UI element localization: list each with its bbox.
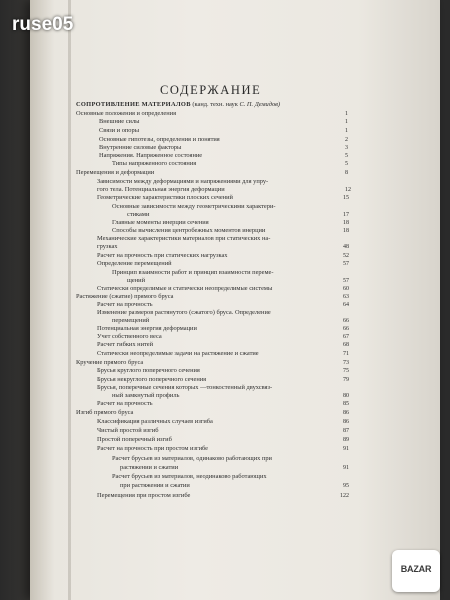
toc-entry: Расчет брусьев из материалов, неодинаково работающих <box>112 473 267 480</box>
toc-entry: Чистый простой изгиб <box>97 427 159 434</box>
toc-entry: Напряжения. Напряженное состояние <box>99 152 203 159</box>
toc-entry: Геометрические характеристики плоских сечений <box>97 194 233 201</box>
toc-entry: Изменение размеров растянутого (сжатого) бруса. Определение <box>97 309 271 316</box>
toc-page-number: 60 <box>343 286 349 292</box>
toc-entry: Изгиб прямого бруса <box>76 409 134 416</box>
toc-entry: Классификация различных случаев изгиба <box>97 418 213 425</box>
toc-entry: Зависимости между деформациями и напряжениями для упру- <box>97 178 269 185</box>
toc-page-number: 5 <box>345 153 348 159</box>
toc-page-number: 73 <box>343 360 349 366</box>
toc-entry: ный замкнутый профиль <box>112 392 180 399</box>
toc-entry: Статически определимые и статически неопределимые системы <box>97 285 273 292</box>
toc-page-number: 17 <box>343 212 349 218</box>
toc-entry: Перемещения при простом изгибе <box>97 492 191 499</box>
toc-entry: Брусья некруглого поперечного сечения <box>97 376 207 383</box>
toc-page-number: 1 <box>345 128 348 134</box>
toc-page-number: 18 <box>343 220 349 226</box>
toc-page-number: 63 <box>343 294 349 300</box>
bazar-badge <box>392 550 440 592</box>
toc-entry: при растяжении и сжатии <box>120 482 190 489</box>
toc-page-number: 79 <box>343 377 349 383</box>
toc-page-number: 1 <box>345 119 348 125</box>
toc-entry: Внутренние силовые факторы <box>99 144 182 151</box>
toc-page-number: 122 <box>340 493 349 499</box>
page-binding-shadow <box>68 0 71 600</box>
toc-page-number: 86 <box>343 419 349 425</box>
section-title-row <box>76 101 280 109</box>
toc-page-number: 91 <box>343 446 349 452</box>
toc-entry: Расчет гибких нитей <box>97 341 154 348</box>
toc-entry: Простой поперечный изгиб <box>97 436 172 443</box>
toc-page-number: 89 <box>343 437 349 443</box>
toc-page-number: 5 <box>345 161 348 167</box>
toc-page-number: 57 <box>343 278 349 284</box>
toc-entry: Расчет брусьев из материалов, одинаково работающих при <box>112 455 272 462</box>
toc-entry: Механические характеристики материалов при статических на- <box>97 235 271 242</box>
toc-entry: Способы вычисления центробежных моментов инерции <box>112 227 266 234</box>
section-author-name: С. П. Демидов) <box>239 101 281 108</box>
toc-entry: Типы напряженного состояния <box>112 160 197 167</box>
toc-entry: Растяжение (сжатие) прямого бруса <box>76 293 174 300</box>
toc-page-number: 68 <box>343 342 349 348</box>
toc-page-number: 18 <box>343 228 349 234</box>
toc-page-number: 1 <box>345 111 348 117</box>
toc-entry: грузках <box>97 243 118 250</box>
toc-entry: перемещений <box>112 317 150 324</box>
toc-entry: Определение перемещений <box>97 260 172 267</box>
toc-entry: гого тела. Потенциальная энергия деформации <box>97 186 225 193</box>
toc-page-number: 66 <box>343 326 349 332</box>
toc-page-number: 64 <box>343 302 349 308</box>
toc-page-number: 86 <box>343 410 349 416</box>
toc-entry: Принцип взаимности работ и принцип взаимности переме- <box>112 269 274 276</box>
toc-page-number: 75 <box>343 368 349 374</box>
toc-page-number: 85 <box>343 401 349 407</box>
toc-page-number: 71 <box>343 351 349 357</box>
toc-entry: Статически неопределимые задачи на растяжение и сжатие <box>97 350 259 357</box>
contents-heading: СОДЕРЖАНИЕ <box>160 83 262 97</box>
toc-entry: Связи и опоры <box>99 127 139 134</box>
toc-page-number: 48 <box>343 244 349 250</box>
toc-entry: Брусья, поперечные сечения которых —тонкостенный двухсвяз- <box>97 384 273 391</box>
toc-entry: Расчет на прочность <box>97 400 153 407</box>
toc-entry: Расчет на прочность при простом изгибе <box>97 445 209 452</box>
toc-page-number: 2 <box>345 137 348 143</box>
toc-entry: Перемещения и деформации <box>76 169 155 176</box>
toc-entry: Учет собственного веса <box>97 333 162 340</box>
toc-entry: Брусья круглого поперечного сечения <box>97 367 200 374</box>
toc-page-number: 3 <box>345 145 348 151</box>
bazar-badge-text: BAZAR <box>400 564 432 574</box>
toc-entry: растяжении и сжатии <box>120 464 179 471</box>
toc-page-number: 15 <box>343 195 349 201</box>
toc-entry: Кручение прямого бруса <box>76 359 144 366</box>
toc-page-number: 95 <box>343 483 349 489</box>
toc-entry: стиками <box>127 211 150 218</box>
toc-entry: Основные зависимости между геометрическими характери- <box>112 203 276 210</box>
toc-page-number: 12 <box>345 187 351 193</box>
toc-entry: Расчет на прочность при статических нагрузках <box>97 252 228 259</box>
toc-entry: Потенциальная энергия деформации <box>97 325 197 332</box>
toc-entry: Основные гипотезы, определения и понятия <box>99 136 220 143</box>
toc-page-number: 52 <box>343 253 349 259</box>
toc-page-number: 80 <box>343 393 349 399</box>
toc-entry: Главные моменты инерции сечения <box>112 219 209 226</box>
toc-entry: Основные положения и определения <box>76 110 177 117</box>
toc-entry: щений <box>127 277 146 284</box>
toc-page-number: 8 <box>345 170 348 176</box>
toc-entry: Расчет на прочность <box>97 301 153 308</box>
watermark-logo: ruse05 <box>12 14 74 35</box>
toc-page-number: 66 <box>343 318 349 324</box>
toc-entry: Внешние силы <box>99 118 140 125</box>
toc-page-number: 87 <box>343 428 349 434</box>
section-title: СОПРОТИВЛЕНИЕ МАТЕРИАЛОВ <box>76 101 191 108</box>
toc-page-number: 57 <box>343 261 349 267</box>
toc-page-number: 91 <box>343 465 349 471</box>
toc-page-number: 67 <box>343 334 349 340</box>
section-author-prefix: (канд. техн. наук <box>192 101 238 108</box>
